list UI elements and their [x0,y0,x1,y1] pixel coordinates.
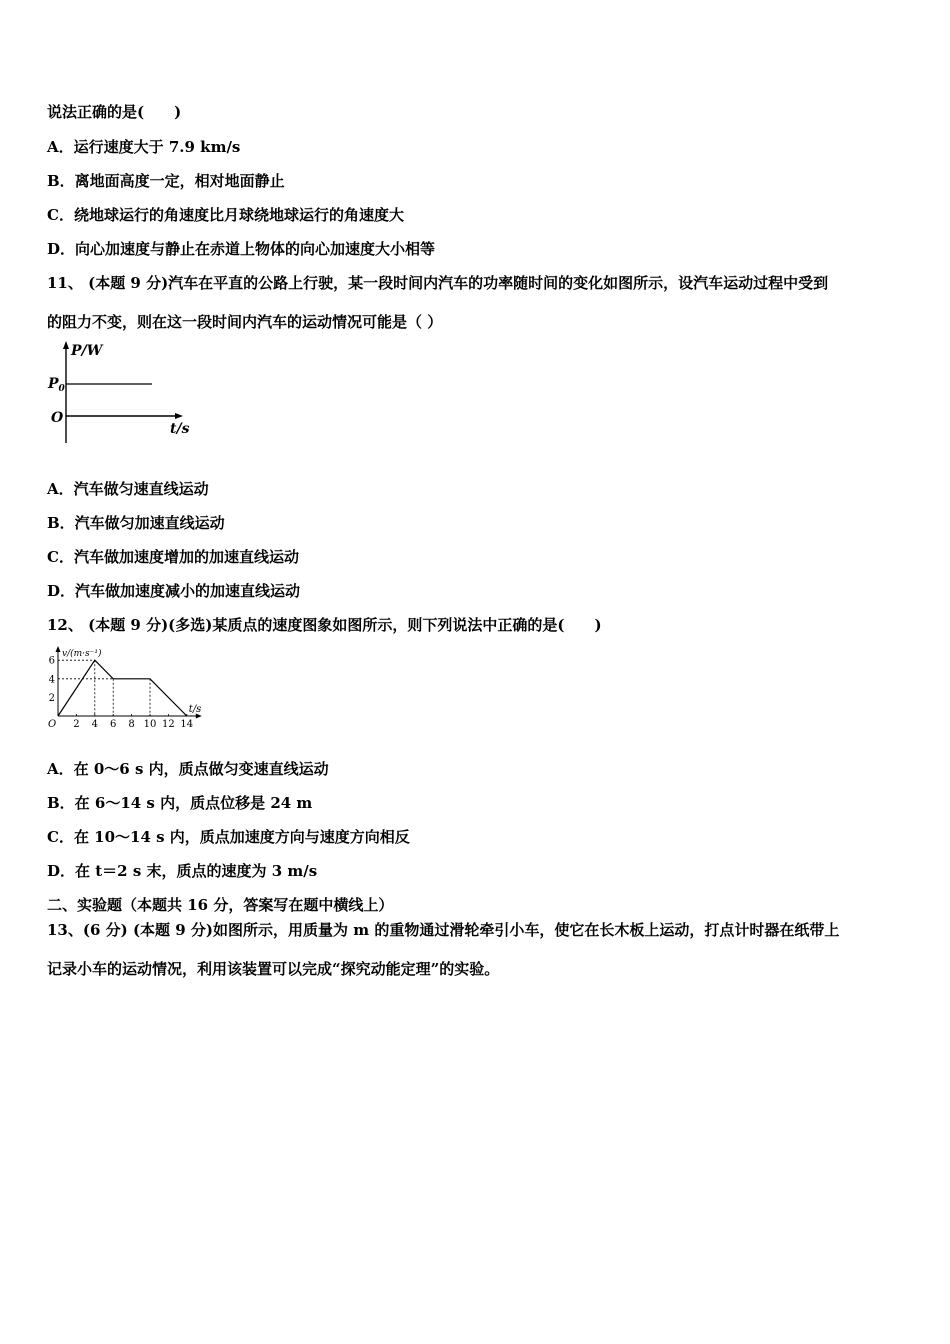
vt-x-tick-label: 6 [110,719,117,730]
pt-y-label: P/W [71,343,103,359]
pt-level-subscript: 0 [58,384,65,394]
q12-option-b: B．在 6～14 s 内，质点位移是 24 m [47,794,313,812]
q12-option-c: C．在 10～14 s 内，质点加速度方向与速度方向相反 [47,828,410,846]
pt-x-arrow [175,413,183,419]
q10-stem-tail: 说法正确的是( ) [47,103,182,121]
vt-x-tick-label: 2 [73,719,80,730]
vt-y-label: v/(m·s⁻¹) [62,649,102,659]
q10-option-d: D．向心加速度与静止在赤道上物体的向心加速度大小相等 [47,240,436,258]
vt-series-line [58,660,187,716]
q12-option-d: D．在 t＝2 s 末，质点的速度为 3 m/s [47,862,318,880]
vt-y-tick-label: 6 [48,655,55,667]
q12-stem: 12、 (本题 9 分)(多选)某质点的速度图象如图所示，则下列说法中正确的是( ) [47,616,602,634]
vt-x-tick-label: 10 [143,719,157,730]
q10-option-a: A．运行速度大于 7.9 km/s [47,138,241,156]
pt-origin-label: O [51,410,64,426]
vt-x-tick-label: 8 [128,719,135,730]
q11-option-a: A．汽车做匀速直线运动 [47,480,209,498]
q12-option-a: A．在 0～6 s 内，质点做匀变速直线运动 [47,760,329,778]
vt-y-tick-label: 4 [48,674,55,686]
q11-option-b: B．汽车做匀加速直线运动 [47,514,225,532]
section-heading: 二、实验题（本题共 16 分，答案写在题中横线上） [47,896,394,914]
velocity-time-graph [44,644,204,736]
q13-stem-line2: 记录小车的运动情况，利用该装置可以完成“探究动能定理”的实验。 [47,960,500,978]
pt-level-label: $P_0$ [48,376,65,394]
q10-option-b: B．离地面高度一定，相对地面静止 [47,172,285,190]
q11-stem-line2: 的阻力不变，则在这一段时间内汽车的运动情况可能是（ ） [47,313,443,331]
q10-option-c: C．绕地球运行的角速度比月球绕地球运行的角速度大 [47,206,404,224]
vt-x-tick-label: 4 [91,719,98,730]
q13-stem-line1: 13、(6 分) (本题 9 分)如图所示，用质量为 m 的重物通过滑轮牵引小车，使它在长木板上运动，打点计时器在纸带上 [47,921,840,939]
vt-x-label: t/s [188,704,202,715]
q11-stem-line1: 11、 (本题 9 分)汽车在平直的公路上行驶，某一段时间内汽车的功率随时间的变化如图所示，设汽车运动过程中受到 [47,274,829,292]
vt-y-tick-label: 2 [48,692,55,704]
power-time-graph [44,339,194,445]
pt-x-label: t/s [170,421,190,437]
vt-y-arrow [56,646,61,652]
vt-origin-label: O [48,719,57,730]
vt-x-tick-label: 14 [180,719,194,730]
q11-option-d: D．汽车做加速度减小的加速直线运动 [47,582,301,600]
pt-y-arrow [63,341,69,349]
vt-x-tick-label: 12 [162,719,175,730]
q11-option-c: C．汽车做加速度增加的加速直线运动 [47,548,299,566]
